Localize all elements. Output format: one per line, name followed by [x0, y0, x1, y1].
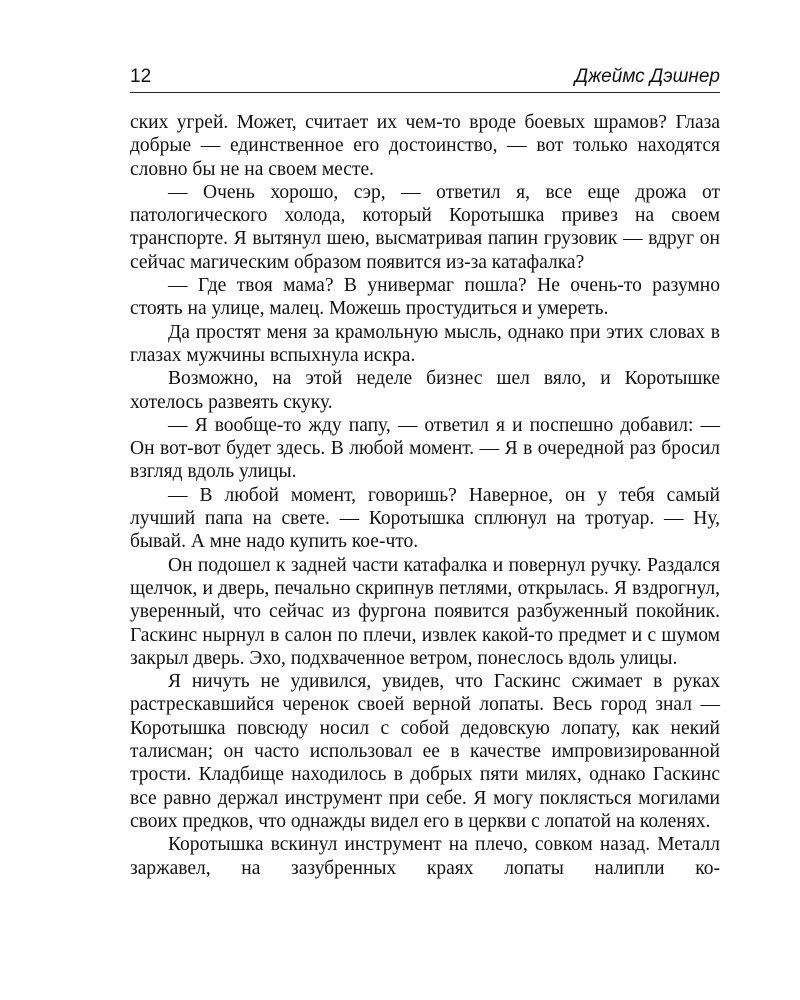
running-header	[130, 60, 720, 93]
paragraph-4: Да простят меня за крамольную мысль, однако при этих словах в глазах мужчины вспыхнула искра.	[130, 321, 720, 366]
paragraph-2: — Очень хорошо, сэр, — ответил я, все еще дрожа от патологического холода, который Коротышка привез на своем транспорте. Я вытянул шею, высматривая папин грузовик — вдруг он сейчас магическим образом появится из-за катафалка?	[130, 181, 720, 273]
body-text	[130, 111, 720, 880]
paragraph-10: Коротышка вскинул инструмент на плечо, совком назад. Металл заржавел, на зазубренных краях лопаты налипли ко-	[130, 834, 720, 879]
paragraph-6: — Я вообще-то жду папу, — ответил я и поспешно добавил: — Он вот-вот будет здесь. В любой момент. — Я в очередной раз бросил взгляд вдоль улицы.	[130, 414, 720, 483]
paragraph-7: — В любой момент, говоришь? Наверное, он у тебя самый лучший папа на свете. — Коротышка сплюнул на тротуар. — Ну, бывай. А мне надо купить кое-что.	[130, 484, 720, 553]
paragraph-8: Он подошел к задней части катафалка и повернул ручку. Раздался щелчок, и дверь, печально скрипнув петлями, открылась. Я вздрогнул, уверенный, что сейчас из фургона появится разбуженный покойник. Гаскинс нырнул в салон по плечи, извлек какой-то предмет и с шумом закрыл дверь. Эхо, подхваченное ветром, понеслось вдоль улицы.	[130, 554, 720, 669]
paragraph-3: — Где твоя мама? В универмаг пошла? Не очень-то разумно стоять на улице, малец. Можешь простудиться и умереть.	[130, 275, 720, 320]
page-number: 12	[130, 66, 152, 87]
book-author: Джеймс Дэшнер	[574, 66, 720, 87]
paragraph-5: Возможно, на этой неделе бизнес шел вяло, и Коротышке хотелось развеять скуку.	[130, 368, 720, 413]
paragraph-1: ских угрей. Может, считает их чем-то вроде боевых шрамов? Глаза добрые — единственное его достоинство, — вот только находятся словно бы не на своем месте.	[130, 112, 720, 180]
book-page	[130, 60, 720, 880]
paragraph-9: Я ничуть не удивился, увидев, что Гаскинс сжимает в руках растрескавшийся черенок своей верной лопаты. Весь город знал — Коротышка повсюду носил с собой дедовскую лопату, как некий талисман; он часто использовал ее в качестве импровизированной трости. Кладбище находилось в добрых пяти милях, однако Гаскинс все равно держал инструмент при себе. Я могу поклясться могилами своих предков, что однажды видел его в церкви с лопатой на коленях.	[130, 671, 720, 832]
